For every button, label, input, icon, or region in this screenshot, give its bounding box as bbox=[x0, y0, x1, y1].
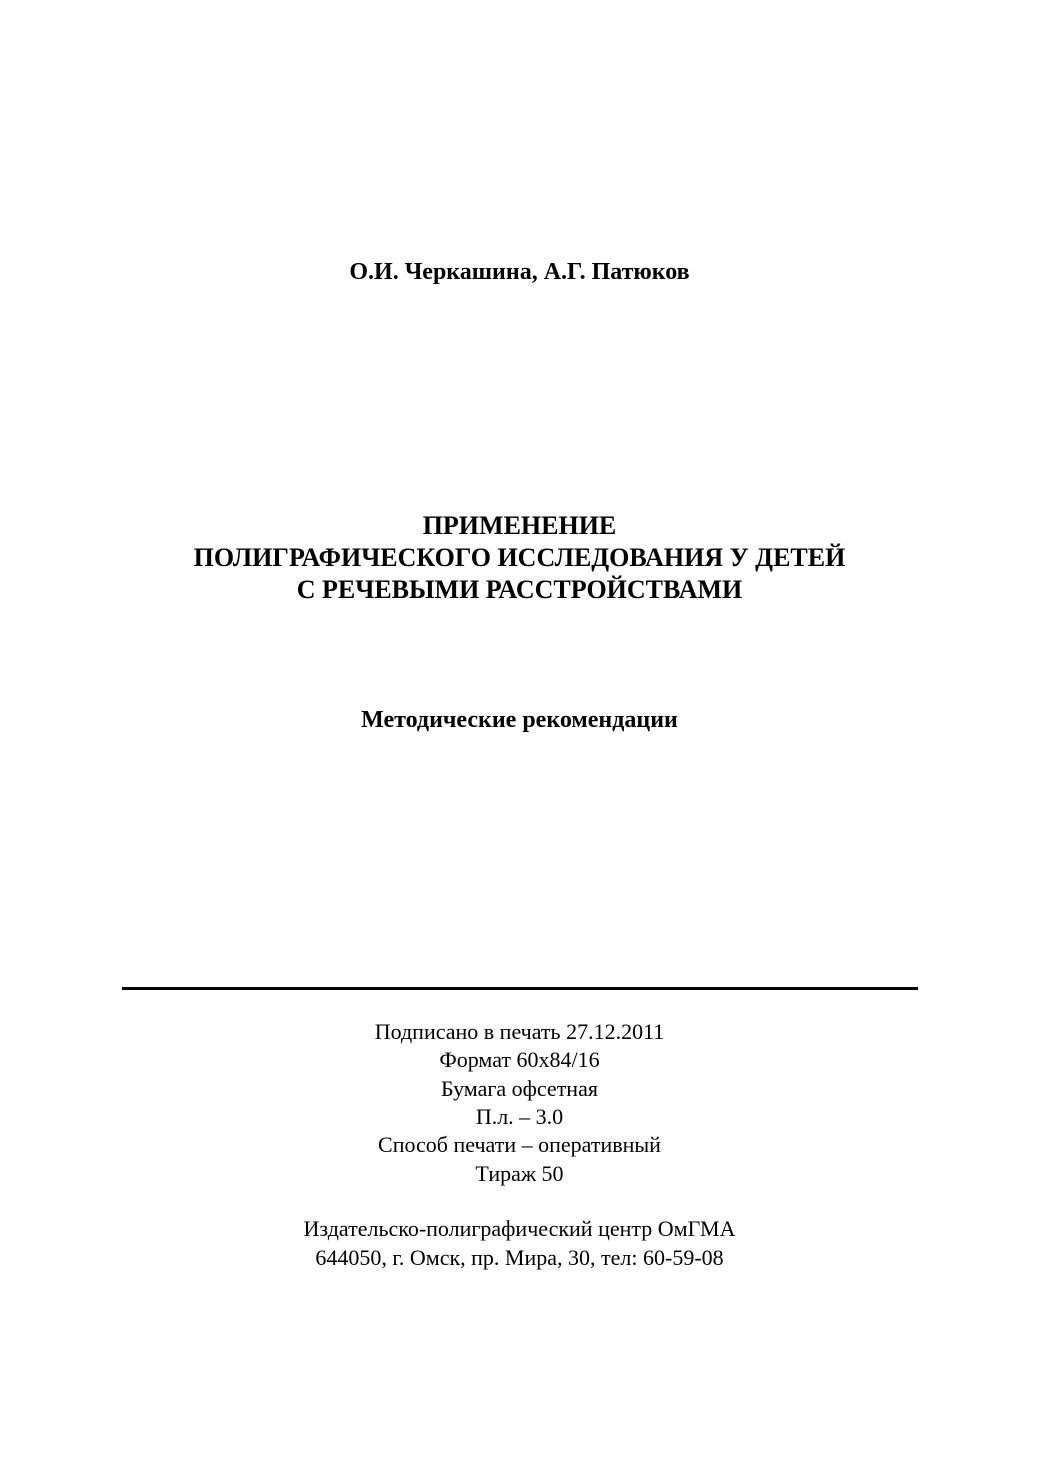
imprint-format: Формат 60х84/16 bbox=[439, 1047, 600, 1072]
imprint-print-method: Способ печати – оперативный bbox=[378, 1132, 661, 1157]
imprint-print-run: Тираж 50 bbox=[475, 1161, 564, 1186]
imprint-sheets: П.л. – 3.0 bbox=[475, 1104, 564, 1129]
title-line-3: С РЕЧЕВЫМИ РАССТРОЙСТВАМИ bbox=[296, 575, 743, 604]
title-line-1: ПРИМЕНЕНИЕ bbox=[422, 511, 617, 540]
divider bbox=[122, 987, 918, 990]
publisher-name: Издательско-полиграфический центр ОмГМА bbox=[303, 1216, 736, 1241]
imprint-signed-date: Подписано в печать 27.12.2011 bbox=[374, 1019, 665, 1044]
subtitle: Методические рекомендации bbox=[361, 707, 678, 733]
authors: О.И. Черкашина, А.Г. Патюков bbox=[349, 259, 690, 285]
imprint-paper: Бумага офсетная bbox=[441, 1076, 598, 1101]
publisher-address: 644050, г. Омск, пр. Мира, 30, тел: 60-59-08 bbox=[315, 1245, 724, 1270]
title-line-2: ПОЛИГРАФИЧЕСКОГО ИССЛЕДОВАНИЯ У ДЕТЕЙ bbox=[193, 543, 846, 572]
